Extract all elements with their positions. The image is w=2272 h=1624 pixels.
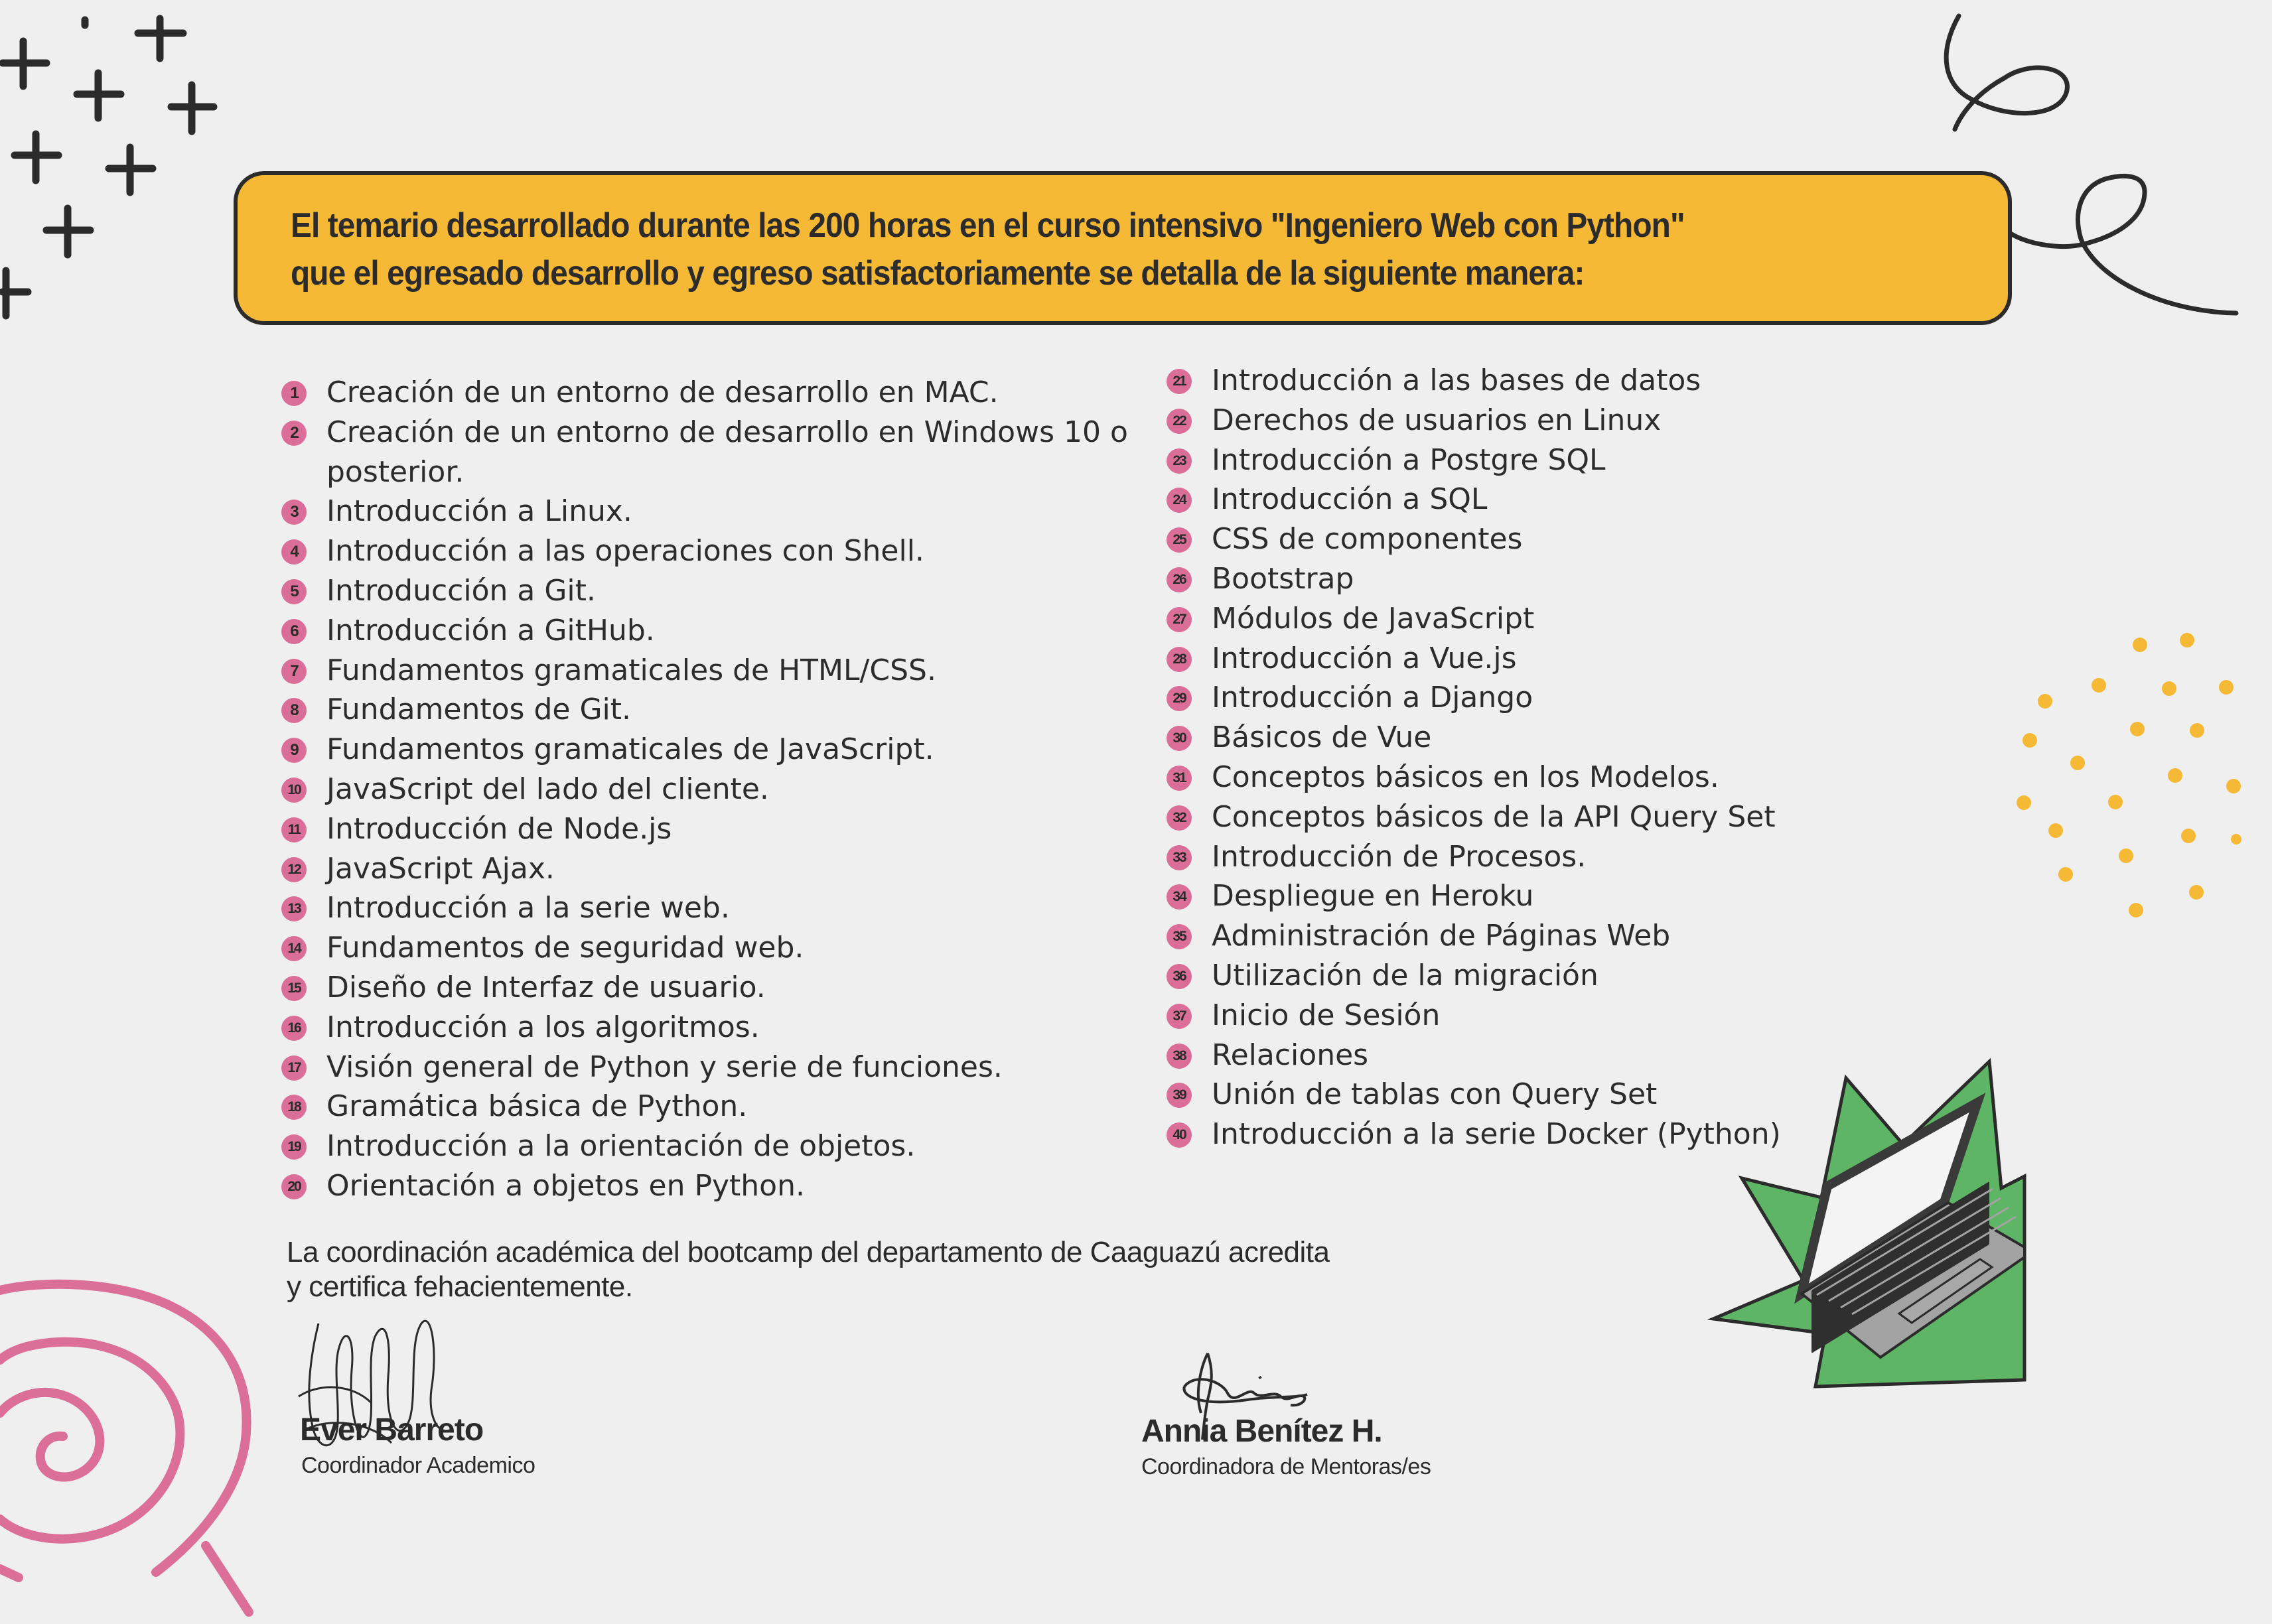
- number-badge: 6: [281, 619, 307, 644]
- number-badge: 38: [1167, 1044, 1192, 1069]
- signer-1-role: Coordinador Academico: [301, 1453, 535, 1478]
- topics-list-left: [281, 373, 1144, 1206]
- signer-2-name: Annia Benítez H.: [1141, 1414, 1382, 1449]
- topic-item: [281, 611, 1144, 651]
- topic-text: Creación de un entorno de desarrollo en MAC.: [326, 375, 999, 409]
- number-badge: 30: [1167, 726, 1192, 751]
- number-badge: 21: [1167, 369, 1192, 394]
- topic-item: [1167, 718, 1896, 758]
- topic-item: [281, 928, 1144, 968]
- topic-text: CSS de componentes: [1212, 522, 1523, 557]
- topic-item: [281, 1048, 1144, 1087]
- topic-item: [1167, 758, 1896, 797]
- topic-item: [281, 1166, 1144, 1206]
- banner-line-1: El temario desarrollado durante las 200 horas en el curso intensivo "Ingeniero Web con Python": [291, 206, 1685, 245]
- topic-item: [1167, 996, 1896, 1036]
- number-badge: 25: [1167, 527, 1192, 553]
- topic-item: [1167, 361, 1896, 401]
- topic-text: Despliegue en Heroku: [1212, 879, 1534, 914]
- topic-text: Fundamentos gramaticales de JavaScript.: [326, 732, 934, 767]
- topic-text: Utilización de la migración: [1212, 958, 1598, 992]
- topic-text: Conceptos básicos en los Modelos.: [1212, 760, 1719, 794]
- signer-1-name: Ever Barreto: [300, 1412, 484, 1448]
- topic-item: [281, 888, 1144, 928]
- topic-text: Introducción a la serie web.: [326, 891, 730, 925]
- number-badge: 29: [1167, 686, 1192, 711]
- dots-decoration: [1991, 597, 2272, 942]
- topic-item: [281, 770, 1144, 809]
- topic-item: [281, 968, 1144, 1008]
- number-badge: 26: [1167, 567, 1192, 592]
- number-badge: 19: [281, 1134, 307, 1160]
- topic-text: Básicos de Vue: [1212, 720, 1432, 755]
- topic-text: Administración de Páginas Web: [1212, 919, 1671, 953]
- topic-text: Conceptos básicos de la API Query Set: [1212, 799, 1776, 834]
- number-badge: 35: [1167, 924, 1192, 949]
- topic-text: Introducción a Django: [1212, 681, 1533, 715]
- topic-item: [281, 730, 1144, 770]
- number-badge: 27: [1167, 607, 1192, 632]
- number-badge: 18: [281, 1095, 307, 1120]
- number-badge: 37: [1167, 1004, 1192, 1029]
- topic-item: [281, 690, 1144, 730]
- topic-item: [281, 849, 1144, 889]
- number-badge: 7: [281, 659, 307, 684]
- topic-item: [281, 571, 1144, 611]
- topic-item: [1167, 837, 1896, 877]
- number-badge: 23: [1167, 448, 1192, 474]
- laptop-illustration: [1699, 1048, 2272, 1624]
- topic-item: [281, 1087, 1144, 1126]
- topic-text: Introducción a las operaciones con Shell.: [326, 534, 924, 569]
- topic-text: Introducción de Procesos.: [1212, 839, 1587, 874]
- topic-item: [1167, 916, 1896, 956]
- topic-text: Fundamentos de seguridad web.: [326, 931, 804, 965]
- topic-item: [281, 651, 1144, 691]
- number-badge: 10: [281, 778, 307, 803]
- topic-text: Introducción a SQL: [1212, 482, 1488, 517]
- topic-item: [1167, 678, 1896, 718]
- number-badge: 8: [281, 698, 307, 723]
- number-badge: 20: [281, 1174, 307, 1199]
- topic-text: JavaScript Ajax.: [326, 851, 555, 886]
- number-badge: 13: [281, 896, 307, 921]
- topic-item: [1167, 401, 1896, 440]
- topic-text: Unión de tablas con Query Set: [1212, 1077, 1658, 1112]
- number-badge: 33: [1167, 845, 1192, 870]
- number-badge: 9: [281, 738, 307, 763]
- number-badge: 40: [1167, 1122, 1192, 1148]
- topic-text: JavaScript del lado del cliente.: [326, 772, 769, 806]
- number-badge: 39: [1167, 1083, 1192, 1108]
- topic-item: [281, 492, 1144, 531]
- topic-text: Fundamentos gramaticales de HTML/CSS.: [326, 653, 936, 687]
- certification-line-2: y certifica fehacientemente.: [287, 1270, 633, 1303]
- topic-text: Introducción de Node.js: [326, 811, 672, 846]
- topic-text: Introducción a las bases de datos: [1212, 364, 1701, 397]
- topic-text: Relaciones: [1212, 1038, 1369, 1072]
- number-badge: 4: [281, 539, 307, 565]
- topic-text: Visión general de Python y serie de funciones.: [326, 1049, 1003, 1084]
- header-banner: [234, 171, 2012, 325]
- certification-line-1: La coordinación académica del bootcamp del departamento de Caaguazú acredita: [287, 1236, 1330, 1268]
- topics-list-right: [1167, 361, 1896, 1154]
- number-badge: 31: [1167, 766, 1192, 791]
- number-badge: 14: [281, 936, 307, 961]
- number-badge: 32: [1167, 805, 1192, 831]
- number-badge: 15: [281, 976, 307, 1001]
- number-badge: 22: [1167, 409, 1192, 434]
- topic-item: [1167, 480, 1896, 519]
- topic-text: Creación de un entorno de desarrollo en Windows 10 o posterior.: [326, 415, 1128, 489]
- topic-text: Introducción a GitHub.: [326, 613, 655, 647]
- topic-text: Introducción a Postgre SQL: [1212, 442, 1606, 477]
- topic-text: Introducción a Git.: [326, 573, 596, 608]
- topic-text: Módulos de JavaScript: [1212, 601, 1535, 636]
- topic-text: Orientación a objetos en Python.: [326, 1168, 805, 1203]
- topic-item: [1167, 559, 1896, 599]
- topic-text: Bootstrap: [1212, 561, 1354, 596]
- plus-signs-decoration: [0, 0, 265, 332]
- number-badge: 1: [281, 381, 307, 406]
- topic-text: Gramática básica de Python.: [326, 1089, 748, 1124]
- topic-item: [281, 1008, 1144, 1048]
- topic-text: Introducción a Linux.: [326, 494, 632, 529]
- topic-text: Introducción a los algoritmos.: [326, 1010, 760, 1044]
- topic-item: [1167, 956, 1896, 996]
- certification-text: [287, 1235, 1547, 1304]
- banner-line-2: que el egresado desarrollo y egreso satisfactoriamente se detalla de la siguiente manera:: [291, 254, 1585, 293]
- topic-text: Fundamentos de Git.: [326, 693, 632, 727]
- topic-text: Derechos de usuarios en Linux: [1212, 403, 1662, 437]
- spiral-decoration: [0, 1260, 279, 1624]
- topic-item: [281, 531, 1144, 571]
- number-badge: 28: [1167, 647, 1192, 672]
- topic-item: [1167, 639, 1896, 679]
- topic-item: [281, 809, 1144, 849]
- topic-item: [1167, 876, 1896, 916]
- topic-item: [1167, 797, 1896, 837]
- signer-2-role: Coordinadora de Mentoras/es: [1141, 1454, 1431, 1479]
- number-badge: 34: [1167, 884, 1192, 910]
- number-badge: 2: [281, 421, 307, 446]
- topic-text: Introducción a la serie Docker (Python): [1212, 1117, 1781, 1152]
- number-badge: 16: [281, 1016, 307, 1041]
- number-badge: 3: [281, 500, 307, 525]
- number-badge: 12: [281, 857, 307, 882]
- number-badge: 17: [281, 1055, 307, 1081]
- topic-text: Diseño de Interfaz de usuario.: [326, 970, 766, 1004]
- topic-text: Introducción a la orientación de objetos.: [326, 1129, 916, 1164]
- topic-text: Introducción a Vue.js: [1212, 641, 1517, 675]
- topic-text: Inicio de Sesión: [1212, 998, 1441, 1032]
- topic-item: [281, 1126, 1144, 1166]
- number-badge: 11: [281, 817, 307, 843]
- topic-item: [281, 413, 1144, 492]
- topic-item: [1167, 440, 1896, 480]
- number-badge: 5: [281, 579, 307, 604]
- topic-item: [281, 373, 1144, 413]
- topic-item: [1167, 519, 1896, 559]
- number-badge: 36: [1167, 964, 1192, 989]
- number-badge: 24: [1167, 488, 1192, 513]
- topic-item: [1167, 599, 1896, 639]
